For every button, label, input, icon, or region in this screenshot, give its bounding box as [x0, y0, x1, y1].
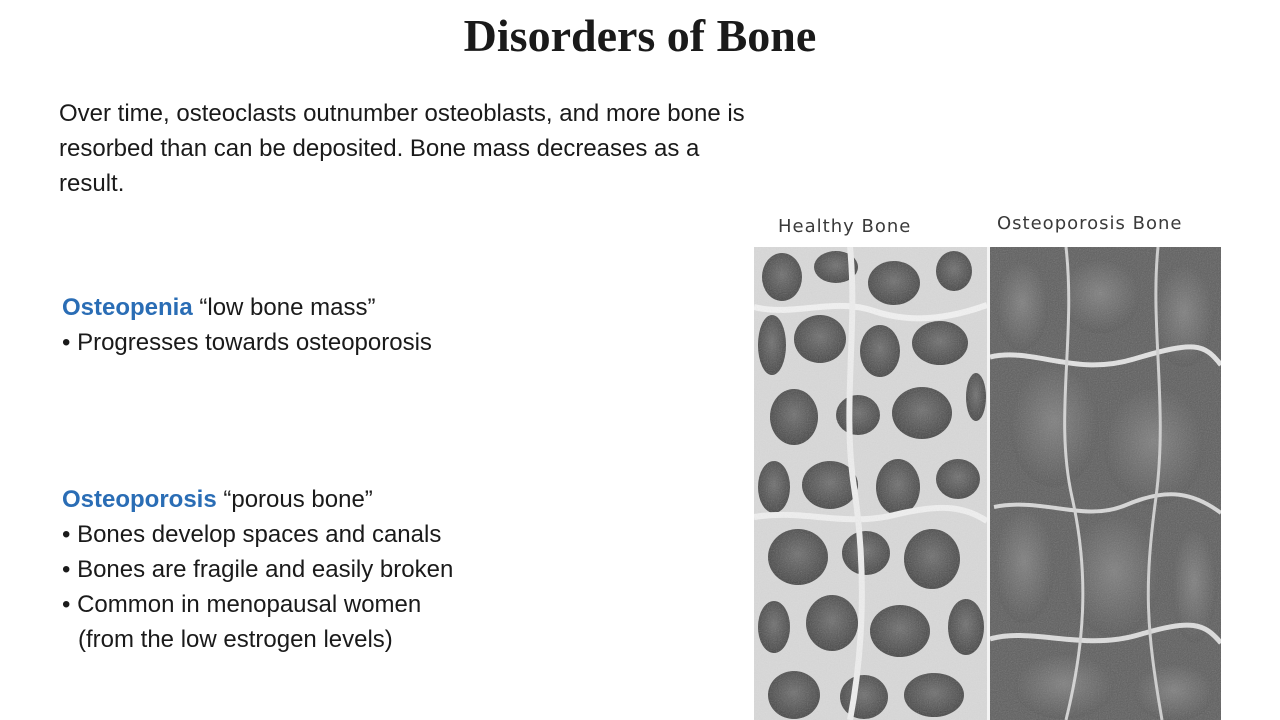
osteoporosis-section: [62, 482, 702, 657]
osteopenia-section: [62, 290, 702, 360]
osteopenia-term: Osteopenia: [62, 294, 193, 321]
osteopenia-meaning: “low bone mass”: [192, 294, 376, 321]
osteoporosis-bullet: • Common in menopausal women: [62, 591, 422, 618]
osteoporosis-bone-label: Osteoporosis Bone: [997, 213, 1183, 234]
osteoporosis-bullet: • Bones develop spaces and canals: [62, 521, 442, 548]
healthy-bone-label: Healthy Bone: [778, 216, 912, 237]
healthy-bone-image: [754, 247, 987, 720]
bone-comparison-photo: [754, 247, 1221, 720]
slide-title: Disorders of Bone: [463, 10, 817, 61]
osteoporosis-heading: [62, 482, 702, 517]
osteoporosis-meaning: “porous bone”: [216, 486, 373, 513]
osteoporosis-bone-image: [990, 247, 1221, 720]
intro-paragraph: Over time, osteoclasts outnumber osteoblasts, and more bone is resorbed than can be deposited. Bone mass decreases as a result.: [59, 100, 745, 197]
osteopenia-heading: [62, 290, 702, 325]
osteoporosis-term: Osteoporosis: [62, 486, 217, 513]
osteoporosis-bullet-note: (from the low estrogen levels): [78, 626, 393, 653]
osteoporosis-bullet: • Bones are fragile and easily broken: [62, 556, 454, 583]
panel-divider: [987, 247, 990, 720]
osteopenia-bullet: • Progresses towards osteoporosis: [62, 329, 432, 356]
